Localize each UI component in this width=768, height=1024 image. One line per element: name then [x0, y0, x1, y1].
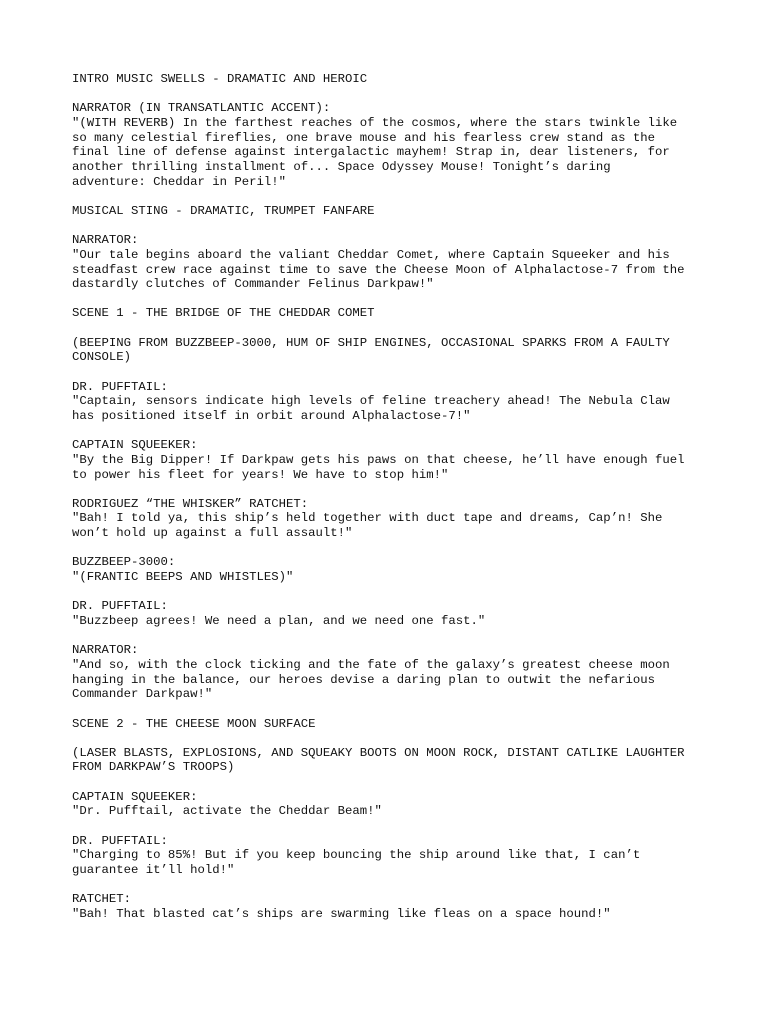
text-line: to power his fleet for years! We have to stop him!"	[72, 467, 449, 482]
text-line: final line of defense against intergalactic mayhem! Strap in, dear listeners, for	[72, 145, 670, 160]
stage-direction	[72, 204, 712, 219]
text-line: MUSICAL STING - DRAMATIC, TRUMPET FANFARE	[72, 203, 375, 218]
speaker-name: NARRATOR (IN TRANSATLANTIC ACCENT):	[72, 101, 331, 116]
dialogue-block	[72, 643, 712, 702]
speaker-name: DR. PUFFTAIL:	[72, 599, 168, 614]
speaker-name: BUZZBEEP-3000:	[72, 555, 176, 570]
text-line: SCENE 2 - THE CHEESE MOON SURFACE	[72, 716, 316, 731]
text-line: "Charging to 85%! But if you keep bouncing the ship around like that, I can’t	[72, 848, 641, 863]
dialogue-block	[72, 834, 712, 878]
text-line: has positioned itself in orbit around Alphalactose-7!"	[72, 408, 471, 423]
dialogue-block	[72, 380, 712, 424]
stage-direction	[72, 336, 712, 365]
text-line: so many celestial fireflies, one brave mouse and his fearless crew stand as the	[72, 130, 655, 145]
text-line: "And so, with the clock ticking and the fate of the galaxy’s greatest cheese moon	[72, 657, 670, 672]
text-line: "Buzzbeep agrees! We need a plan, and we need one fast."	[72, 613, 486, 628]
dialogue-block	[72, 599, 712, 628]
scene-heading	[72, 306, 712, 321]
text-line: "Bah! That blasted cat’s ships are swarming like fleas on a space hound!"	[72, 906, 611, 921]
text-line: "(WITH REVERB) In the farthest reaches of the cosmos, where the stars twinkle like	[72, 115, 678, 130]
text-line: (BEEPING FROM BUZZBEEP-3000, HUM OF SHIP ENGINES, OCCASIONAL SPARKS FROM A FAULTY	[72, 335, 670, 350]
text-line: FROM DARKPAW’S TROOPS)	[72, 760, 235, 775]
text-line: "By the Big Dipper! If Darkpaw gets his paws on that cheese, he’ll have enough fuel	[72, 452, 685, 467]
dialogue-block	[72, 101, 712, 189]
text-line: "(FRANTIC BEEPS AND WHISTLES)"	[72, 570, 294, 585]
speaker-name: RATCHET:	[72, 892, 132, 907]
text-line: "Captain, sensors indicate high levels of feline treachery ahead! The Nebula Claw	[72, 394, 670, 409]
text-line: another thrilling installment of... Space Odyssey Mouse! Tonight’s daring	[72, 160, 611, 175]
speaker-name: NARRATOR:	[72, 233, 139, 248]
text-line: steadfast crew race against time to save the Cheese Moon of Alphalactose-7 from the	[72, 262, 685, 277]
text-line: guarantee it’ll hold!"	[72, 862, 235, 877]
speaker-name: CAPTAIN SQUEEKER:	[72, 789, 198, 804]
text-line: "Dr. Pufftail, activate the Cheddar Beam!"	[72, 804, 382, 819]
text-line: hanging in the balance, our heroes devise a daring plan to outwit the nefarious	[72, 672, 655, 687]
text-line: SCENE 1 - THE BRIDGE OF THE CHEDDAR COMET	[72, 306, 375, 321]
dialogue-block	[72, 892, 712, 921]
speaker-name: RODRIGUEZ “THE WHISKER” RATCHET:	[72, 496, 309, 511]
stage-direction	[72, 746, 712, 775]
dialogue-block	[72, 497, 712, 541]
text-line: Commander Darkpaw!"	[72, 687, 213, 702]
text-line: "Bah! I told ya, this ship’s held together with duct tape and dreams, Cap’n! She	[72, 511, 663, 526]
scene-heading	[72, 717, 712, 732]
text-line: adventure: Cheddar in Peril!"	[72, 174, 287, 189]
text-line: INTRO MUSIC SWELLS - DRAMATIC AND HEROIC	[72, 72, 368, 86]
text-line: CONSOLE)	[72, 350, 132, 365]
speaker-name: DR. PUFFTAIL:	[72, 379, 168, 394]
dialogue-block	[72, 555, 712, 584]
text-line: won’t hold up against a full assault!"	[72, 526, 353, 541]
text-line: dastardly clutches of Commander Felinus Darkpaw!"	[72, 277, 434, 292]
stage-direction	[72, 72, 712, 87]
speaker-name: NARRATOR:	[72, 643, 139, 658]
dialogue-block	[72, 233, 712, 292]
speaker-name: CAPTAIN SQUEEKER:	[72, 438, 198, 453]
speaker-name: DR. PUFFTAIL:	[72, 833, 168, 848]
text-line: (LASER BLASTS, EXPLOSIONS, AND SQUEAKY BOOTS ON MOON ROCK, DISTANT CATLIKE LAUGHTER	[72, 745, 685, 760]
dialogue-block	[72, 790, 712, 819]
script-page	[72, 72, 712, 936]
text-line: "Our tale begins aboard the valiant Cheddar Comet, where Captain Squeeker and his	[72, 247, 670, 262]
dialogue-block	[72, 438, 712, 482]
